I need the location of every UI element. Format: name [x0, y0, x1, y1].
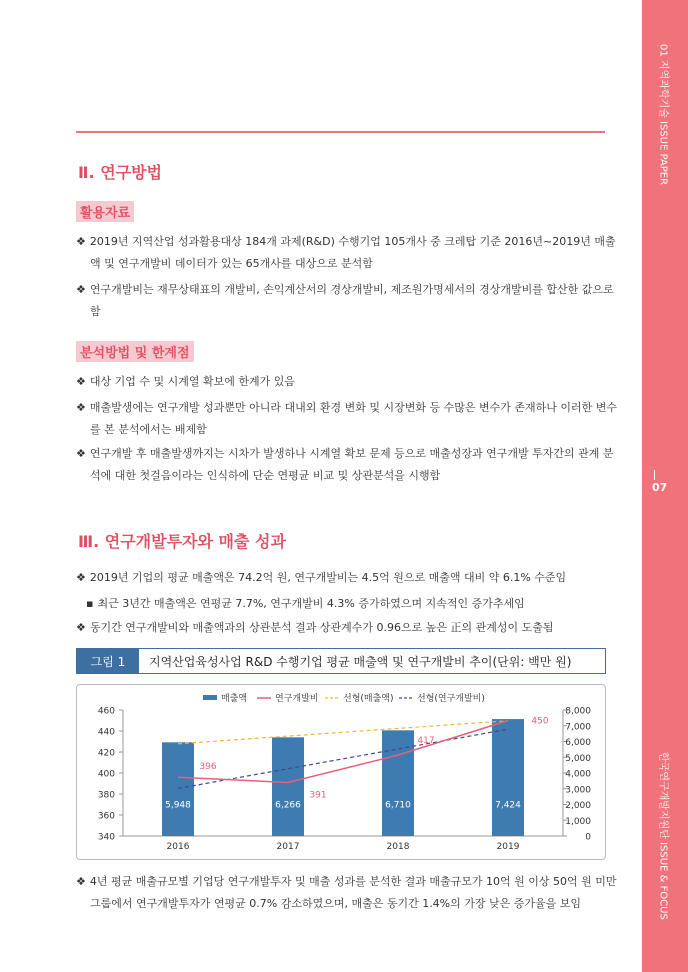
- diamond-bullet-icon: ❖: [76, 375, 86, 388]
- sales-bar: [272, 737, 304, 836]
- sales-bar-label: 6,266: [275, 800, 301, 811]
- header-rule: [76, 131, 605, 133]
- sales-bar: [162, 742, 194, 836]
- diamond-bullet-icon: ❖: [76, 571, 86, 584]
- sub2-item-1: ❖ 대상 기업 수 및 시계열 확보에 한계가 있음: [76, 375, 295, 388]
- diamond-bullet-icon: ❖: [76, 447, 86, 460]
- sales-bar: [382, 730, 414, 836]
- right-tick-label: 6,000: [565, 738, 591, 748]
- page-number: 07: [652, 481, 668, 494]
- rnd-line: [178, 721, 508, 783]
- diamond-bullet-icon: ❖: [76, 235, 86, 248]
- figure-title: 지역산업육성사업 R&D 수행기업 평균 매출액 및 연구개발비 추이(단위: 백만 원): [149, 654, 572, 669]
- x-tick-label: 2018: [386, 842, 410, 852]
- left-tick-label: 360: [97, 811, 115, 822]
- sub2-item-2: ❖ 매출발생에는 연구개발 성과뿐만 아니라 대내외 환경 변화 및 시장변화 등 수많은 변수가 존재하나 이러한 변수를 본 분석에서는 배제함: [76, 401, 617, 436]
- sales-bar-label: 6,710: [385, 800, 411, 811]
- sub2-item-3: ❖ 연구개발 후 매출발생까지는 시차가 발생하나 시계열 확보 문제 등으로 매출성장과 연구개발 투자간의 관계 분석에 대한 첫걸음이라는 인식하에 단순 연평균 비교 및 상관분석을 시행함: [76, 447, 614, 482]
- section2-sub2-title: 분석방법 및 한계점: [76, 341, 194, 362]
- rnd-data-label: 450: [531, 716, 549, 727]
- legend-swatch-sales: [203, 695, 217, 700]
- left-tick-label: 400: [97, 769, 115, 780]
- section3-item-3: ❖ 4년 평균 매출규모별 기업당 연구개발투자 및 매출 성과를 분석한 결과 매출규모가 10억 원 이상 50억 원 미만 그룹에서 연구개발투자가 연평균 0.7% 감소하였으며, 매출은 동기간 1.4%의 가장 낮은 증가율을 보임: [76, 875, 617, 910]
- legend-label-rnd: 연구개발비: [275, 694, 319, 704]
- rnd-data-label: 396: [199, 762, 217, 773]
- diamond-bullet-icon: ❖: [76, 621, 86, 634]
- rnd-data-label: 417: [417, 736, 435, 747]
- left-tick-label: 340: [97, 832, 115, 843]
- right-tick-label: 7,000: [565, 722, 591, 733]
- rnd-data-label: 391: [309, 790, 327, 801]
- right-tick-label: 5,000: [565, 753, 591, 764]
- right-tick-label: 4,000: [565, 769, 591, 780]
- legend-label-sales: 매출액: [221, 694, 248, 704]
- section3-item-1-sub: ▪ 최근 3년간 매출액은 연평균 7.7%, 연구개발비 4.3% 증가하였으며 지속적인 증가추세임: [86, 597, 525, 610]
- sales-bar-label: 7,424: [495, 800, 521, 811]
- right-tick-label: 2,000: [565, 801, 591, 811]
- left-tick-label: 460: [97, 706, 115, 717]
- legend-label-rnd-trend: 선형(연구개발비): [417, 694, 485, 704]
- x-tick-label: 2016: [166, 842, 190, 852]
- section3-item-1: ❖ 2019년 기업의 평균 매출액은 74.2억 원, 연구개발비는 4.5억 원으로 매출액 대비 약 6.1% 수준임: [76, 571, 567, 584]
- sub1-item-1: ❖ 2019년 지역산업 성과활용대상 184개 과제(R&D) 수행기업 105개사 중 크레탑 기준 2016년~2019년 매출액 및 연구개발비 데이터가 있는 65개사를 대상으로 분석함: [76, 235, 616, 270]
- sales-bar-label: 5,948: [165, 800, 191, 811]
- right-tick-label: 8,000: [565, 706, 591, 717]
- legend-label-sales-trend: 선형(매출액): [343, 694, 394, 704]
- chart-container: [76, 684, 606, 860]
- square-bullet-icon: ▪: [86, 597, 94, 610]
- right-tick-label: 0: [585, 832, 591, 843]
- left-tick-label: 440: [97, 727, 115, 738]
- sales-trend-line: [178, 721, 508, 747]
- figure-number: 그림 1: [77, 649, 139, 673]
- combo-chart: [77, 685, 607, 861]
- sales-bar: [492, 719, 524, 836]
- page-number-divider: [654, 470, 655, 480]
- sub1-item-2: ❖ 연구개발비는 재무상태표의 개발비, 손익계산서의 경상개발비, 제조원가명세서의 경상개발비를 합산한 값으로 함: [76, 283, 614, 318]
- left-tick-label: 420: [97, 748, 115, 759]
- right-tick-label: 1,000: [565, 816, 591, 827]
- x-tick-label: 2019: [496, 842, 520, 852]
- left-tick-label: 380: [97, 790, 115, 801]
- diamond-bullet-icon: ❖: [76, 283, 86, 296]
- x-tick-label: 2017: [276, 842, 300, 852]
- right-tick-label: 3,000: [565, 785, 591, 796]
- section2-title: Ⅱ. 연구방법: [78, 163, 163, 182]
- figure-caption: [76, 648, 606, 674]
- diamond-bullet-icon: ❖: [76, 401, 86, 414]
- section3-title: Ⅲ. 연구개발투자와 매출 성과: [78, 532, 286, 551]
- diamond-bullet-icon: ❖: [76, 875, 86, 888]
- section2-sub1-title: 활용자료: [76, 201, 134, 222]
- section3-item-2: ❖ 동기간 연구개발비와 매출액과의 상관분석 결과 상관계수가 0.96으로 높은 正의 관계성이 도출됨: [76, 621, 554, 634]
